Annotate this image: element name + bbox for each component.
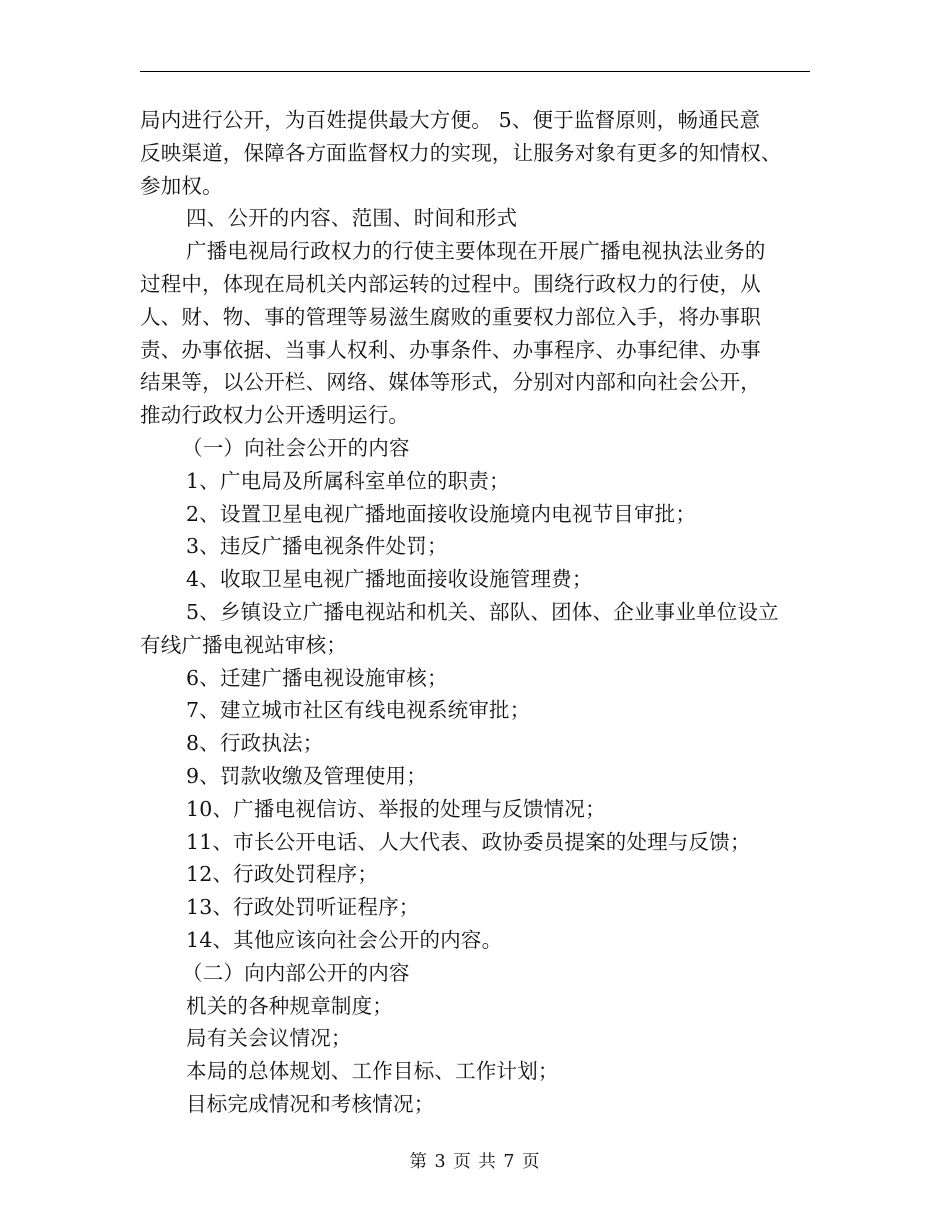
paragraph-line: 广播电视局行政权力的行使主要体现在开展广播电视执法业务的 [186, 239, 766, 264]
list-item: 机关的各种规章制度； [186, 993, 393, 1018]
paragraph-line: 局内进行公开，为百姓提供最大方便。 5、便于监督原则，畅通民意 [140, 108, 761, 132]
subsection-heading: （一）向社会公开的内容 [182, 435, 410, 460]
paragraph-line: 参加权。 [140, 173, 223, 198]
paragraph-line: 人、财、物、事的管理等易滋生腐败的重要权力部位入手，将办事职 [140, 304, 761, 329]
subsection-heading: （二）向内部公开的内容 [182, 960, 410, 985]
list-item: 9、罚款收缴及管理使用； [186, 763, 427, 788]
list-item: 6、迁建广播电视设施审核； [186, 665, 448, 690]
list-item: 11、市长公开电话、人大代表、政协委员提案的处理与反馈； [186, 829, 751, 854]
list-item: 目标完成情况和考核情况； [186, 1091, 435, 1116]
list-item: 12、行政处罚程序； [186, 862, 379, 887]
list-item: 2、设置卫星电视广播地面接收设施境内电视节目审批； [186, 501, 697, 526]
page-number: 第 3 页 共 7 页 [409, 1152, 541, 1172]
list-item: 7、建立城市社区有线电视系统审批； [186, 698, 531, 723]
list-item: 局有关会议情况； [186, 1026, 352, 1051]
list-item: 5、乡镇设立广播电视站和机关、部队、团体、企业事业单位设立 [186, 599, 779, 624]
list-item: 13、行政处罚听证程序； [186, 895, 420, 920]
list-item: 4、收取卫星电视广播地面接收设施管理费； [186, 567, 593, 592]
paragraph-line: 责、办事依据、当事人权利、办事条件、办事程序、办事纪律、办事 [140, 337, 761, 362]
list-item: 14、其他应该向社会公开的内容。 [186, 927, 503, 952]
header-rule [140, 71, 810, 72]
list-item: 3、违反广播电视条件处罚； [186, 534, 448, 559]
list-item-continuation: 有线广播电视站审核； [140, 632, 347, 657]
paragraph-line: 结果等，以公开栏、网络、媒体等形式，分别对内部和向社会公开， [140, 370, 761, 395]
list-item: 本局的总体规划、工作目标、工作计划； [186, 1059, 559, 1084]
document-body [140, 104, 812, 1121]
section-heading: 四、公开的内容、范围、时间和形式 [186, 206, 518, 231]
list-item: 8、行政执法； [186, 731, 324, 756]
list-item: 10、广播电视信访、举报的处理与反馈情况； [186, 796, 606, 821]
paragraph-line: 反映渠道，保障各方面监督权力的实现，让服务对象有更多的知情权、 [140, 140, 782, 165]
paragraph-line: 过程中，体现在局机关内部运转的过程中。围绕行政权力的行使，从 [140, 271, 761, 296]
paragraph-line: 推动行政权力公开透明运行。 [140, 403, 410, 428]
list-item: 1、广电局及所属科室单位的职责； [186, 468, 510, 493]
